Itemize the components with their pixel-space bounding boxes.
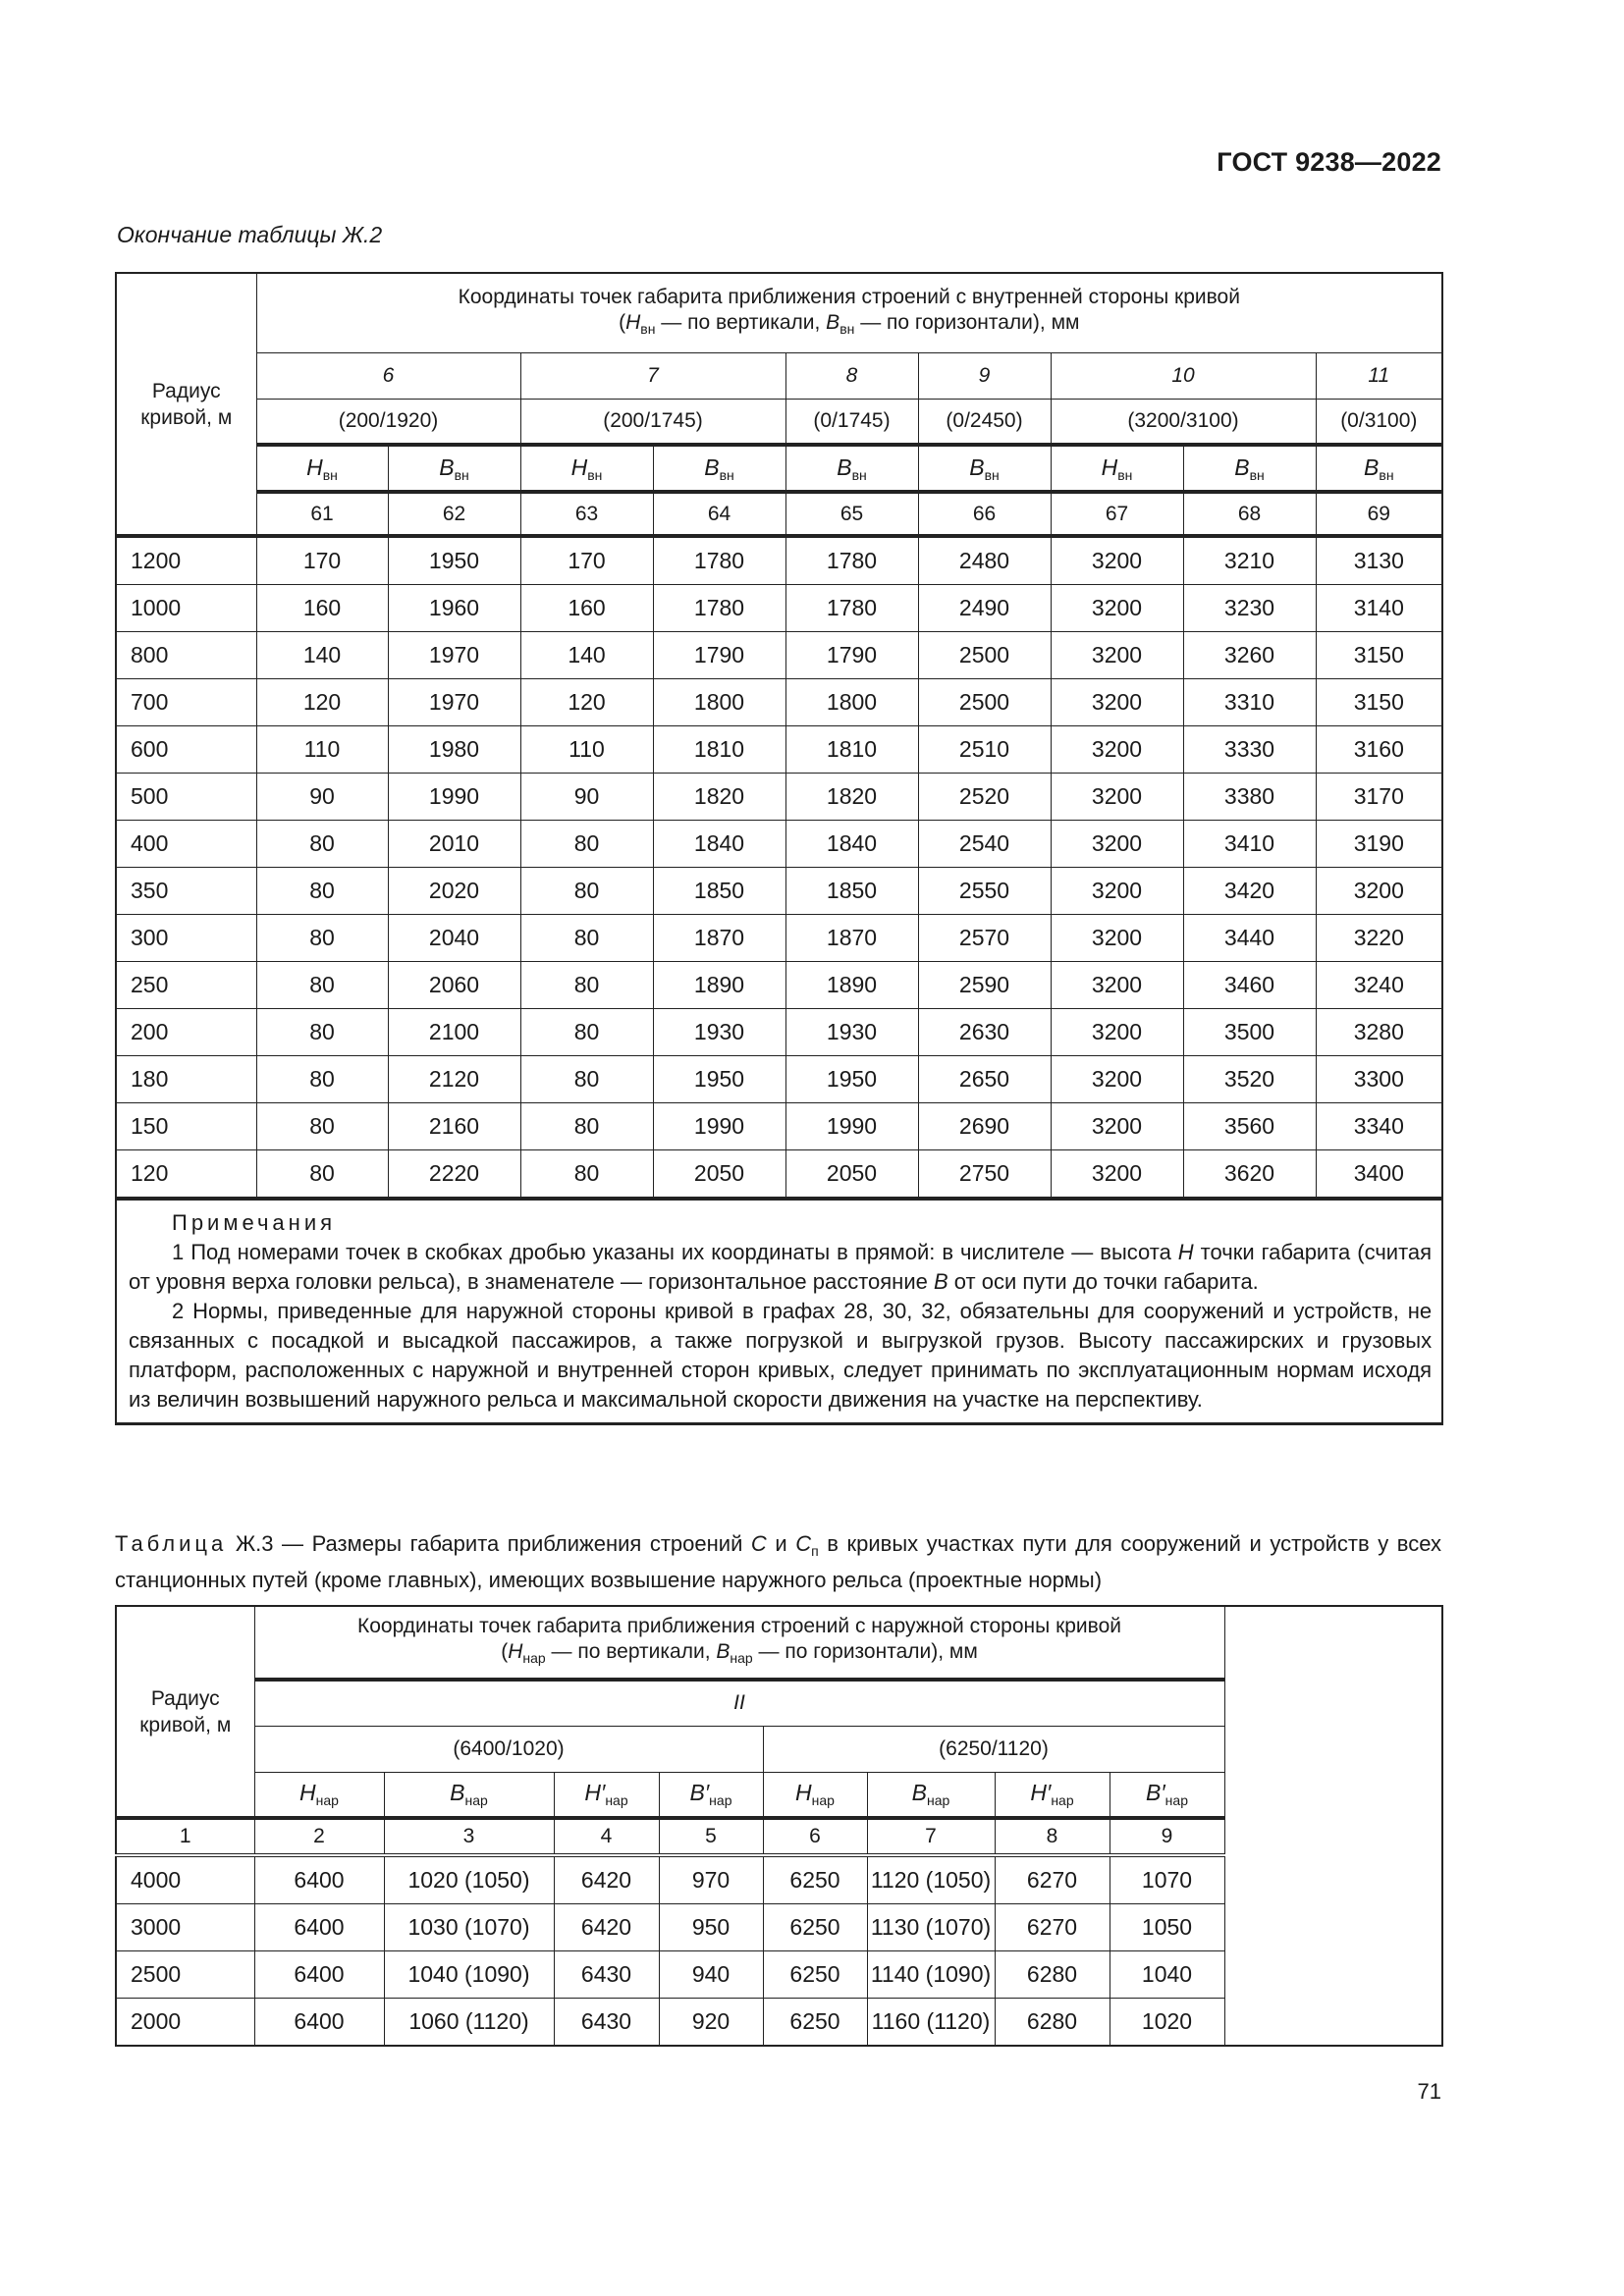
value-cell: 2550 [918,868,1051,915]
radius-cell: 2000 [116,1999,254,2047]
value-cell: 1800 [785,679,918,726]
table-row [116,632,1442,679]
value-cell: 2050 [785,1150,918,1200]
value-cell: 3190 [1316,821,1442,868]
value-cell: 120 [256,679,388,726]
table-row [116,821,1442,868]
sub-header: $B_{вн}$ [388,445,520,492]
value-cell: 1780 [653,585,785,632]
value-cell: 1870 [785,915,918,962]
table-zh3-caption: Таблица Ж.3 — Размеры габарита приближения строений C и $C_п$ в кривых участках пути для сооружений и устройств у всех станционных путей (кроме главных), имеющих возвышение наружного рельса (проектные нормы) [115,1531,1441,1592]
value-cell: 6280 [995,1999,1110,2047]
value-cell: 80 [520,1150,653,1200]
table-zh2 [115,272,1443,1425]
notes-title: Примечания [172,1210,337,1235]
value-cell: 110 [520,726,653,774]
value-cell: 1790 [653,632,785,679]
value-cell: 3260 [1183,632,1316,679]
value-cell: 80 [520,868,653,915]
column-number: 5 [659,1818,763,1855]
column-number: 62 [388,492,520,536]
value-cell: 1040 [1110,1951,1224,1999]
table-row [116,1999,1442,2047]
value-cell: 6420 [554,1855,659,1904]
point-number: 11 [1316,352,1442,399]
column-number: 8 [995,1818,1110,1855]
value-cell: 80 [520,1056,653,1103]
value-cell: 3200 [1051,915,1183,962]
value-cell: 1990 [388,774,520,821]
value-cell: 3380 [1183,774,1316,821]
value-cell: 2510 [918,726,1051,774]
table-row [116,915,1442,962]
value-cell: 6430 [554,1951,659,1999]
value-cell: 3200 [1051,585,1183,632]
radius-cell: 200 [116,1009,256,1056]
value-cell: 3420 [1183,868,1316,915]
value-cell: 1950 [785,1056,918,1103]
table-continuation-caption: Окончание таблицы Ж.2 [117,222,383,247]
value-cell: 3200 [1051,774,1183,821]
value-cell: 1070 [1110,1855,1224,1904]
table-row [116,1150,1442,1200]
value-cell: 1850 [653,868,785,915]
value-cell: 120 [520,679,653,726]
table-row [116,536,1442,585]
value-cell: 1840 [785,821,918,868]
value-cell: 90 [256,774,388,821]
value-cell: 1950 [388,536,520,585]
value-cell: 2690 [918,1103,1051,1150]
sub-header: $B_{вн}$ [1316,445,1442,492]
radius-cell: 600 [116,726,256,774]
value-cell: 1810 [653,726,785,774]
value-cell: 3620 [1183,1150,1316,1200]
table-row [116,1103,1442,1150]
value-cell: 1840 [653,821,785,868]
value-cell: 110 [256,726,388,774]
column-number: 68 [1183,492,1316,536]
column-number: 69 [1316,492,1442,536]
group-title [256,273,1442,352]
radius-cell: 120 [116,1150,256,1200]
value-cell: 1890 [653,962,785,1009]
value-cell: 3310 [1183,679,1316,726]
value-cell: 1960 [388,585,520,632]
column-number: 9 [1110,1818,1224,1855]
value-cell: 2650 [918,1056,1051,1103]
value-cell: 6250 [763,1951,867,1999]
table-row [116,679,1442,726]
value-cell: 6250 [763,1904,867,1951]
value-cell: 2570 [918,915,1051,962]
value-cell: 1120 (1050) [867,1855,995,1904]
value-cell: 2500 [918,679,1051,726]
sub-header: $H_{вн}$ [1051,445,1183,492]
value-cell: 2060 [388,962,520,1009]
table-row [116,1056,1442,1103]
column-number: 2 [254,1818,384,1855]
table-row [116,868,1442,915]
table-row [116,1904,1442,1951]
table-row [116,585,1442,632]
radius-cell: 3000 [116,1904,254,1951]
value-cell: 1780 [785,585,918,632]
sub-header: $B_{вн}$ [1183,445,1316,492]
value-cell: 160 [256,585,388,632]
value-cell: 3460 [1183,962,1316,1009]
column-number: 3 [384,1818,554,1855]
value-cell: 6430 [554,1999,659,2047]
value-cell: 1990 [653,1103,785,1150]
value-cell: 1130 (1070) [867,1904,995,1951]
value-cell: 6400 [254,1951,384,1999]
value-cell: 80 [256,1150,388,1200]
value-cell: 2020 [388,868,520,915]
value-cell: 6400 [254,1855,384,1904]
radius-cell: 400 [116,821,256,868]
value-cell: 2160 [388,1103,520,1150]
point-coords: (0/2450) [918,399,1051,445]
value-cell: 1950 [653,1056,785,1103]
value-cell: 140 [256,632,388,679]
value-cell: 3200 [1051,536,1183,585]
sub-header: $H'_{нар}$ [554,1772,659,1818]
value-cell: 2050 [653,1150,785,1200]
group-title-line2: ($H_{нар}$ — по вертикали, $B_{нар}$ — по горизонтали), мм [501,1640,978,1666]
value-cell: 3520 [1183,1056,1316,1103]
value-cell: 2540 [918,821,1051,868]
note-1: 1 Под номерами точек в скобках дробью указаны их координаты в прямой: в числителе — высота H точки габарита (считая от уровня верха головки рельса), в знаменателе — горизонтальное расстояние B от оси пути до точки габарита. [129,1240,1433,1294]
value-cell: 1060 (1120) [384,1999,554,2047]
group-title-line2: ($H_{вн}$ — по вертикали, $B_{вн}$ — по горизонтали), мм [619,310,1080,337]
value-cell: 1140 (1090) [867,1951,995,1999]
value-cell: 6270 [995,1855,1110,1904]
value-cell: 160 [520,585,653,632]
column-number: 63 [520,492,653,536]
value-cell: 80 [256,1056,388,1103]
value-cell: 6400 [254,1999,384,2047]
column-number: 7 [867,1818,995,1855]
value-cell: 2480 [918,536,1051,585]
value-cell: 3410 [1183,821,1316,868]
column-number: 1 [116,1818,254,1855]
value-cell: 80 [256,868,388,915]
value-cell: 140 [520,632,653,679]
value-cell: 2010 [388,821,520,868]
radius-cell: 2500 [116,1951,254,1999]
value-cell: 6270 [995,1904,1110,1951]
radius-cell: 250 [116,962,256,1009]
sub-header: $B_{вн}$ [918,445,1051,492]
sub-header: $H'_{нар}$ [995,1772,1110,1818]
column-number: 61 [256,492,388,536]
value-cell: 3200 [1051,679,1183,726]
value-cell: 3200 [1051,1009,1183,1056]
value-cell: 6280 [995,1951,1110,1999]
value-cell: 170 [520,536,653,585]
value-cell: 1970 [388,679,520,726]
value-cell: 6420 [554,1904,659,1951]
value-cell: 80 [256,821,388,868]
group-title-line1: Координаты точек габарита приближения строений с наружной стороны кривой [357,1615,1121,1637]
note-2: 2 Нормы, приведенные для наружной стороны кривой в графах 28, 30, 32, обязательны для сооружений и устройств, не связанных с посадкой и высадкой пассажиров, а также погрузкой и выгрузкой грузов. Высоту пассажирских и грузовых платформ, расположенных с наружной и внутренней сторон кривых, следует принимать по эксплуатационным нормам исходя из величин возвышений наружного рельса и максимальной скорости движения на участке на перспективу. [129,1299,1433,1412]
value-cell: 2520 [918,774,1051,821]
table-row [116,1855,1442,1904]
value-cell: 1020 [1110,1999,1224,2047]
point-number: 8 [785,352,918,399]
value-cell: 1930 [653,1009,785,1056]
value-cell: 3280 [1316,1009,1442,1056]
column-number: 65 [785,492,918,536]
point-number: 7 [520,352,785,399]
value-cell: 3200 [1051,868,1183,915]
point-number: II [254,1680,1224,1726]
table-row [116,1951,1442,1999]
value-cell: 90 [520,774,653,821]
value-cell: 6400 [254,1904,384,1951]
value-cell: 2750 [918,1150,1051,1200]
sub-header: $H_{вн}$ [256,445,388,492]
column-number: 64 [653,492,785,536]
value-cell: 3140 [1316,585,1442,632]
value-cell: 80 [520,821,653,868]
value-cell: 1980 [388,726,520,774]
point-coords: (0/3100) [1316,399,1442,445]
value-cell: 1810 [785,726,918,774]
value-cell: 80 [256,1009,388,1056]
value-cell: 1890 [785,962,918,1009]
point-number: 9 [918,352,1051,399]
value-cell: 970 [659,1855,763,1904]
value-cell: 1790 [785,632,918,679]
point-coords: (6400/1020) [254,1726,763,1772]
value-cell: 80 [520,1103,653,1150]
radius-cell: 1000 [116,585,256,632]
table-row [116,726,1442,774]
value-cell: 3200 [1051,821,1183,868]
radius-cell: 350 [116,868,256,915]
value-cell: 80 [256,915,388,962]
value-cell: 2590 [918,962,1051,1009]
sub-header: $B'_{нар}$ [659,1772,763,1818]
value-cell: 6250 [763,1855,867,1904]
value-cell: 2120 [388,1056,520,1103]
radius-cell: 700 [116,679,256,726]
radius-cell: 1200 [116,536,256,585]
value-cell: 2500 [918,632,1051,679]
sub-header: $B_{вн}$ [785,445,918,492]
value-cell: 920 [659,1999,763,2047]
value-cell: 3150 [1316,632,1442,679]
value-cell: 3300 [1316,1056,1442,1103]
value-cell: 3150 [1316,679,1442,726]
value-cell: 1160 (1120) [867,1999,995,2047]
table-row [116,962,1442,1009]
value-cell: 950 [659,1904,763,1951]
value-cell: 2100 [388,1009,520,1056]
value-cell: 2630 [918,1009,1051,1056]
sub-header: $H_{нар}$ [763,1772,867,1818]
notes-block [116,1199,1442,1424]
value-cell: 3200 [1316,868,1442,915]
value-cell: 1040 (1090) [384,1951,554,1999]
sub-header: $B_{вн}$ [653,445,785,492]
point-coords: (6250/1120) [763,1726,1224,1772]
column-number: 66 [918,492,1051,536]
value-cell: 3340 [1316,1103,1442,1150]
value-cell: 3130 [1316,536,1442,585]
value-cell: 3400 [1316,1150,1442,1200]
value-cell: 3440 [1183,915,1316,962]
radius-cell: 500 [116,774,256,821]
value-cell: 1850 [785,868,918,915]
value-cell: 2040 [388,915,520,962]
value-cell: 2490 [918,585,1051,632]
value-cell: 1820 [653,774,785,821]
value-cell: 3200 [1051,1150,1183,1200]
value-cell: 80 [520,1009,653,1056]
radius-cell: 150 [116,1103,256,1150]
sub-header: $H_{нар}$ [254,1772,384,1818]
value-cell: 3330 [1183,726,1316,774]
value-cell: 3200 [1051,726,1183,774]
value-cell: 940 [659,1951,763,1999]
sub-header: $B_{нар}$ [867,1772,995,1818]
value-cell: 3230 [1183,585,1316,632]
value-cell: 1970 [388,632,520,679]
value-cell: 3170 [1316,774,1442,821]
group-title [254,1606,1224,1680]
point-number: 10 [1051,352,1316,399]
point-coords: (200/1920) [256,399,520,445]
value-cell: 3200 [1051,632,1183,679]
value-cell: 1030 (1070) [384,1904,554,1951]
radius-header: Радиус кривой, м [116,1606,254,1818]
point-coords: (200/1745) [520,399,785,445]
radius-cell: 800 [116,632,256,679]
radius-header: Радиус кривой, м [116,273,256,536]
value-cell: 80 [256,962,388,1009]
value-cell: 3500 [1183,1009,1316,1056]
value-cell: 170 [256,536,388,585]
point-coords: (0/1745) [785,399,918,445]
value-cell: 3200 [1051,962,1183,1009]
value-cell: 1050 [1110,1904,1224,1951]
column-number: 67 [1051,492,1183,536]
value-cell: 1930 [785,1009,918,1056]
value-cell: 80 [520,962,653,1009]
radius-cell: 300 [116,915,256,962]
sub-header: $H_{вн}$ [520,445,653,492]
table-row [116,1009,1442,1056]
value-cell: 3240 [1316,962,1442,1009]
table-zh2-body [116,536,1442,1199]
value-cell: 2220 [388,1150,520,1200]
value-cell: 1780 [785,536,918,585]
radius-cell: 180 [116,1056,256,1103]
value-cell: 3200 [1051,1103,1183,1150]
value-cell: 1870 [653,915,785,962]
value-cell: 1800 [653,679,785,726]
page-number: 71 [1417,2079,1441,2104]
value-cell: 1820 [785,774,918,821]
value-cell: 3210 [1183,536,1316,585]
document-code: ГОСТ 9238—2022 [1217,147,1441,177]
table-row [116,774,1442,821]
value-cell: 80 [256,1103,388,1150]
column-number: 4 [554,1818,659,1855]
value-cell: 3200 [1051,1056,1183,1103]
sub-header: $B'_{нар}$ [1110,1772,1224,1818]
value-cell: 3220 [1316,915,1442,962]
table-zh3-body [116,1855,1442,2046]
point-coords: (3200/3100) [1051,399,1316,445]
point-number: 6 [256,352,520,399]
value-cell: 1780 [653,536,785,585]
value-cell: 1990 [785,1103,918,1150]
table-zh3 [115,1605,1443,2047]
value-cell: 6250 [763,1999,867,2047]
value-cell: 3560 [1183,1103,1316,1150]
value-cell: 1020 (1050) [384,1855,554,1904]
sub-header: $B_{нар}$ [384,1772,554,1818]
value-cell: 80 [520,915,653,962]
column-number: 6 [763,1818,867,1855]
radius-cell: 4000 [116,1855,254,1904]
value-cell: 3160 [1316,726,1442,774]
group-title-line1: Координаты точек габарита приближения строений с внутренней стороны кривой [458,285,1240,308]
